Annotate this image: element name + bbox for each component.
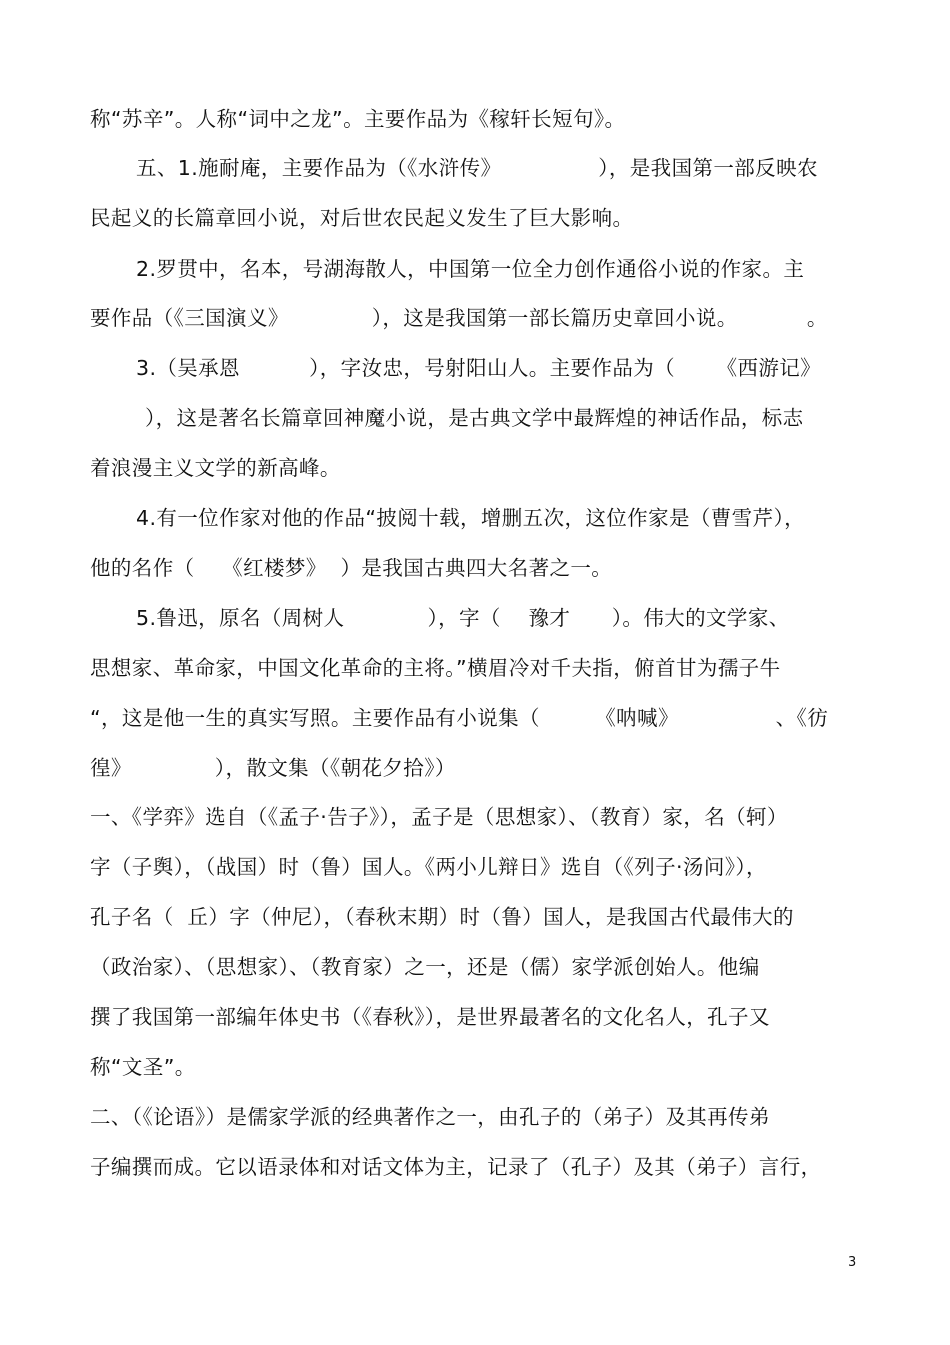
text-line-16: 字（子舆），（战国）时（鲁）国人。《两小儿辩日》选自（《列子·汤问》）， xyxy=(90,855,767,879)
text-line-13: “，这是他一生的真实写照。主要作品有小说集（ 《呐喊》 、《彷 xyxy=(90,706,829,730)
text-line-19: 撰了我国第一部编年体史书（《春秋》），是世界最著名的文化名人，孔子又 xyxy=(90,1005,770,1029)
text-line-20: 称“文圣”。 xyxy=(90,1055,196,1079)
text-line-21: 二、（《论语》）是儒家学派的经典著作之一，由孔子的（弟子）及其再传弟 xyxy=(90,1105,770,1129)
text-line-2: 五、1.施耐庵，主要作品为（《水浒传》 ），是我国第一部反映农 xyxy=(136,156,818,180)
text-line-8: 着浪漫主义文学的新高峰。 xyxy=(90,456,341,480)
text-line-17: 孔子名（ 丘）字（仲尼），（春秋末期）时（鲁）国人，是我国古代最伟大的 xyxy=(90,905,794,929)
text-line-15: 一、《学弈》选自（《孟子·告子》），孟子是（思想家）、（教育）家，名（轲） xyxy=(90,805,788,829)
text-line-6: 3.（吴承恩 ），字汝忠，号射阳山人。主要作品为（ 《西游记》 xyxy=(136,356,822,380)
text-line-9: 4.有一位作家对他的作品“披阅十载，增删五次，这位作家是（曹雪芹）， xyxy=(136,506,806,530)
text-line-3: 民起义的长篇章回小说，对后世农民起义发生了巨大影响。 xyxy=(90,206,634,230)
text-line-22: 子编撰而成。它以语录体和对话文体为主，记录了（孔子）及其（弟子）言行， xyxy=(90,1155,822,1179)
text-line-7: ），这是著名长篇章回神魔小说，是古典文学中最辉煌的神话作品，标志 xyxy=(145,406,804,430)
text-line-5: 要作品（《三国演义》 ），这是我国第一部长篇历史章回小说。 。 xyxy=(90,306,828,330)
page-number: 3 xyxy=(848,1255,857,1270)
text-line-4: 2.罗贯中，名本，号湖海散人，中国第一位全力创作通俗小说的作家。主 xyxy=(136,257,805,281)
text-line-14: 徨》 ），散文集（《朝花夕拾》） xyxy=(90,756,456,780)
text-line-11: 5.鲁迅，原名（周树人 ），字（ 豫才 ）。伟大的文学家、 xyxy=(136,606,790,630)
text-line-10: 他的名作（ 《红楼梦》 ）是我国古典四大名著之一。 xyxy=(90,556,613,580)
text-line-12: 思想家、革命家，中国文化革命的主将。”横眉冷对千夫指，俯首甘为孺子牛 xyxy=(90,656,781,680)
text-line-18: （政治家）、（思想家）、（教育家）之一，还是（儒）家学派创始人。他编 xyxy=(90,955,760,979)
text-line-1: 称“苏辛”。人称“词中之龙”。主要作品为《稼轩长短句》。 xyxy=(90,107,626,131)
